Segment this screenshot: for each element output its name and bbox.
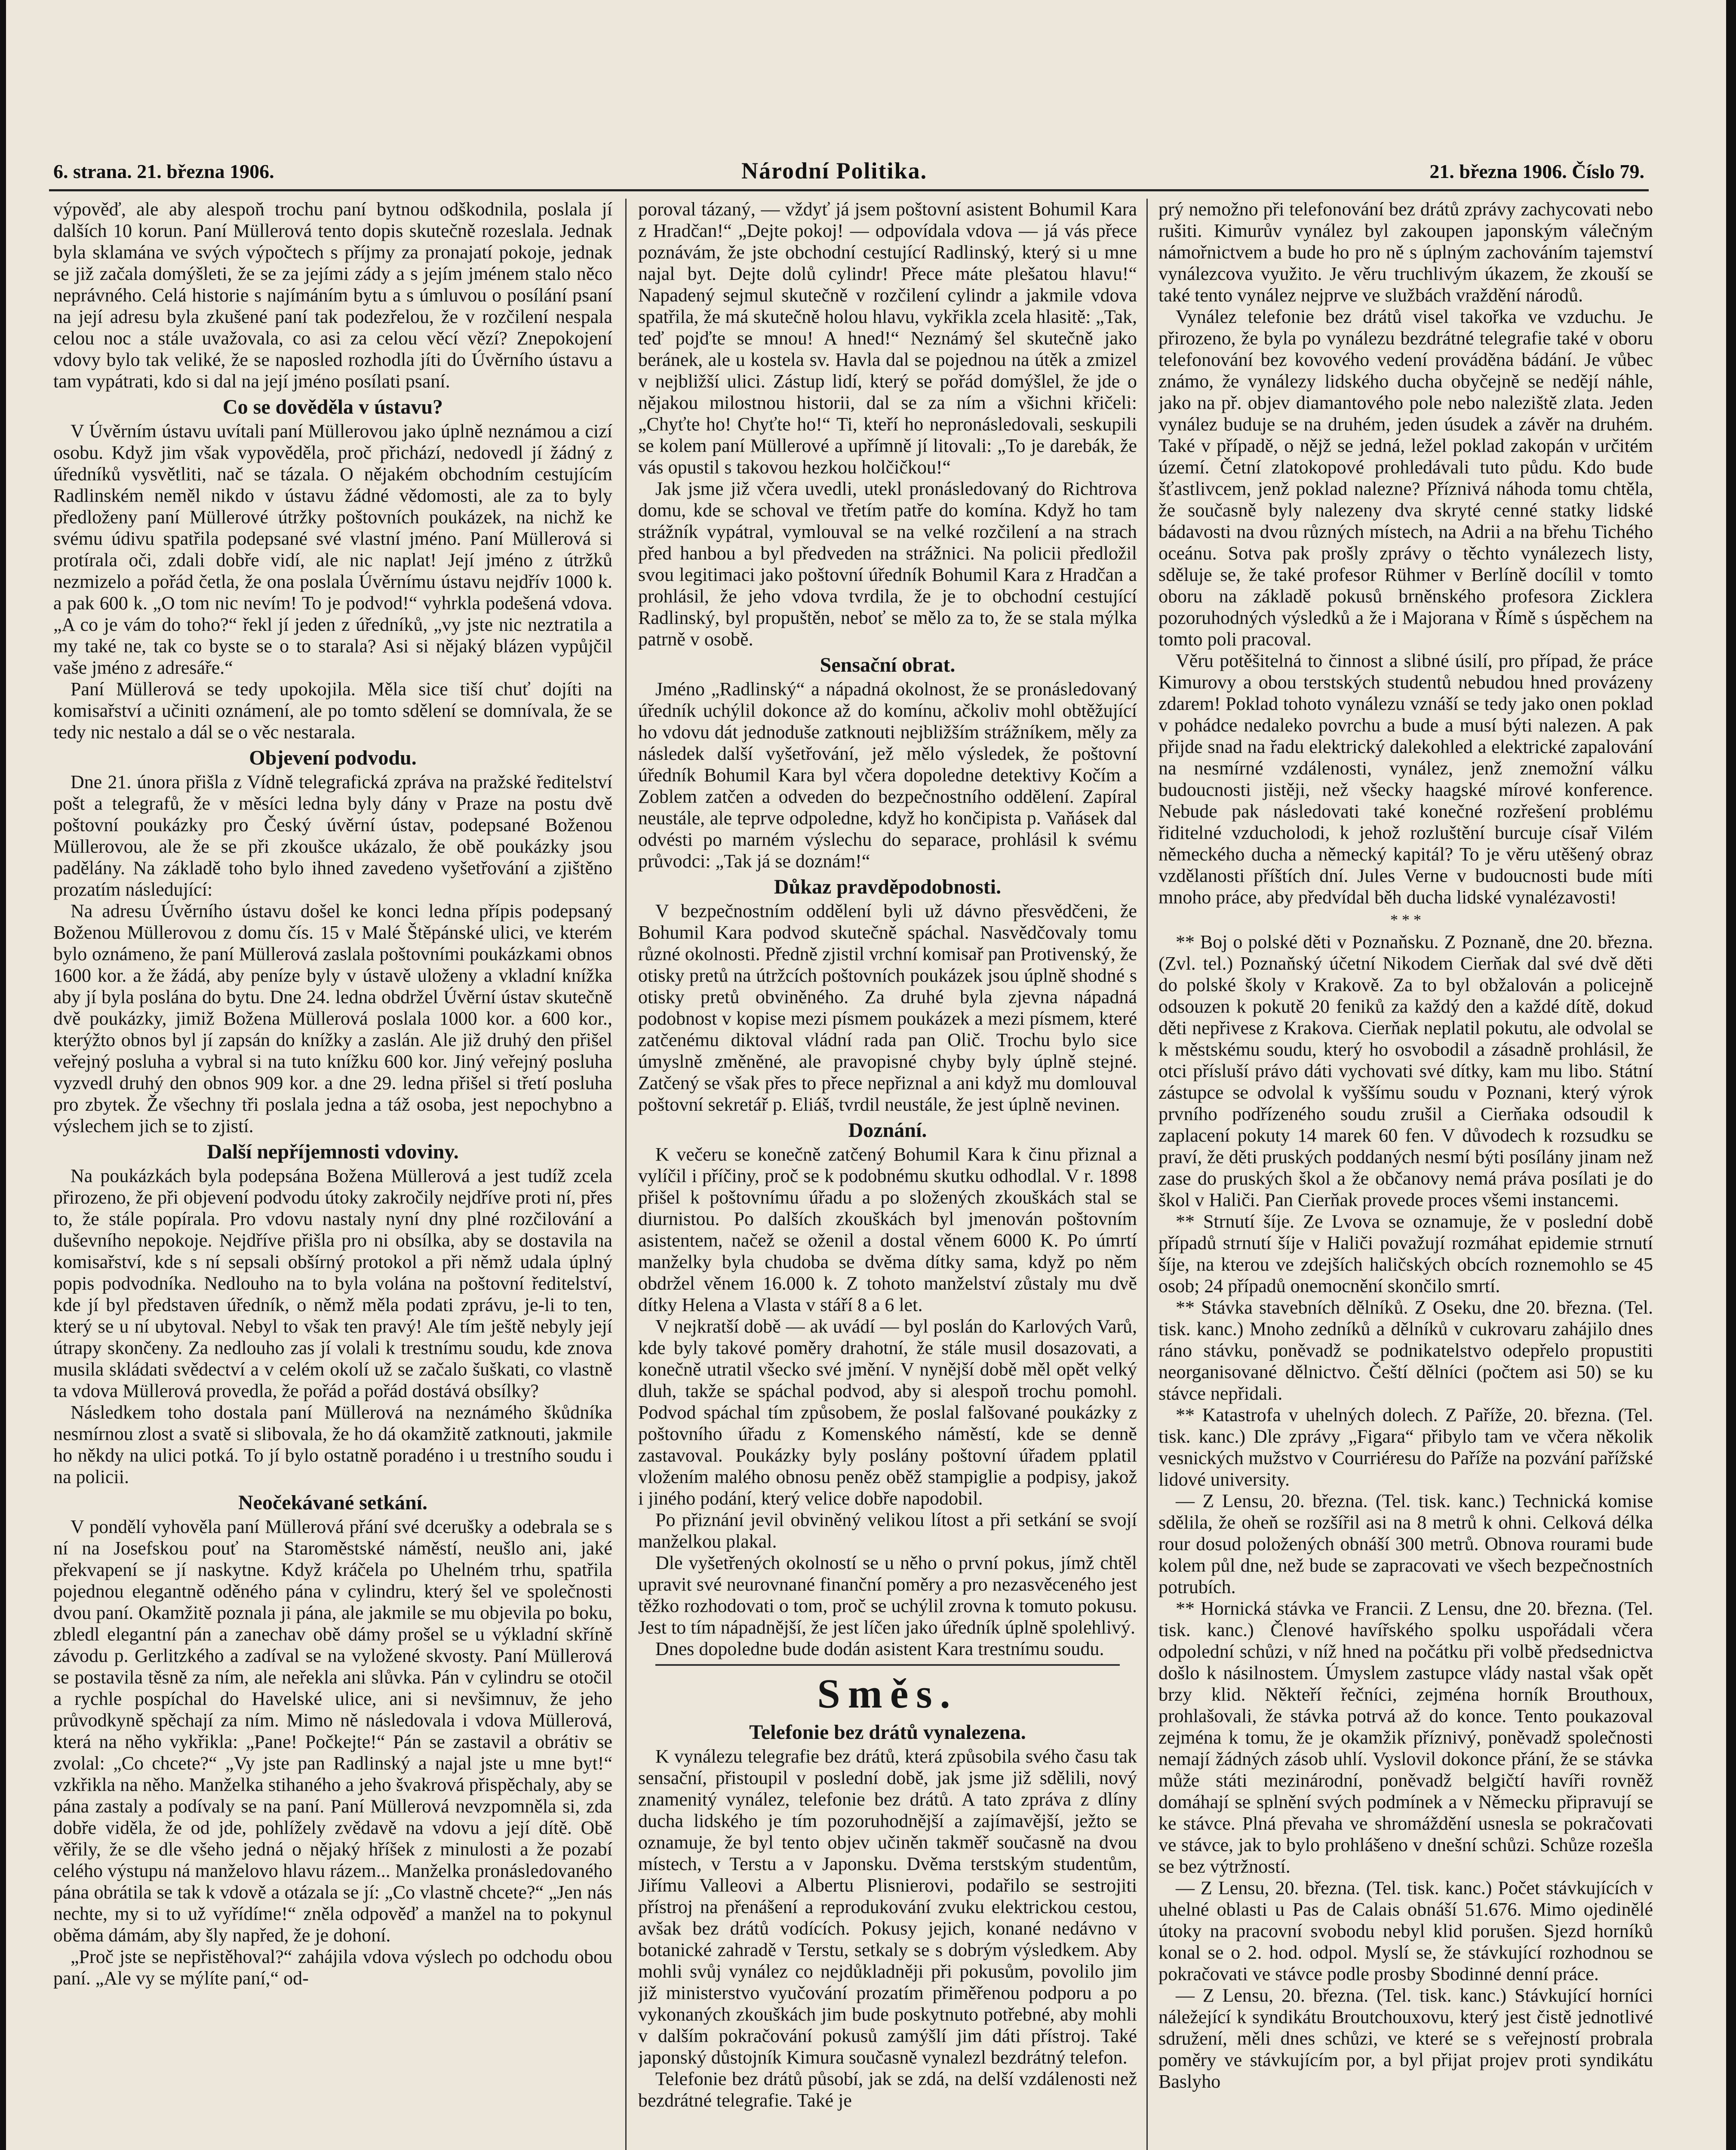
column-divider [1146,199,1148,2150]
news-item: — Z Lensu, 20. března. (Tel. tisk. kanc.) Stávkující horníci náležející k syndikátu Broutchouxovu, který jest čistě jednotlivé sdružení, měli dnes schůzi, ve které se s veřejností probrala poměry ve stávkujícím por, a byl přijat projev proti syndikátu Baslyho [1158,1985,1653,2092]
section-rule [655,1664,1120,1666]
paragraph: Následkem toho dostala paní Müllerová na neznámého škůdníka nesmírnou zlost a svatě si slibovala, že ho dá okamžitě zatknouti, jakmile ho někdy na ulici potká. To jí bylo ostatně poradéno i u trestního soudu i na policii. [53,1402,612,1487]
news-item: — Z Lensu, 20. března. (Tel. tisk. kanc.) Počet stávkujících v uhelné oblasti u Pas de Calais obnáší 51.676. Mimo ojedinělé útoky na pracovní svobodu nebyl klid porušen. Sjezd horníků konal se o 2. hod. odpol. Myslí se, že stávkující rozhodnou se pokračovati ve stávce podle prosby Sbodinné denní práce. [1158,1877,1653,1984]
header-page-date: 6. strana. 21. března 1906. [53,160,274,182]
masthead-title: Národní Politika. [741,158,928,184]
section-heading: Co se dověděla v ústavu? [222,396,443,418]
paragraph: Jak jsme již včera uvedli, utekl pronásledovaný do Richtrova domu, kde se schoval ve třetím patře do komína. Když ho tam strážník vypátral, vymlouval se na velké rozčilení a na strach před hanbou a byl předveden na strážnici. Na policii předložil svou legitimaci jako poštovní úředník Bohumil Kara z Hradčan a prohlásil, že jeho vdova tvrdila, že je to obchodní cestující Radlinský, byl propuštěn, neboť se mělo za to, že se stala mýlka patrně v osobě. [638,478,1137,650]
paragraph: Paní Müllerová se tedy upokojila. Měla sice tiší chuť dojíti na komisařství a učiniti oznámení, ale po tomto sdělení se domnívala, že se tedy nic nestalo a dál se o věc nestarala. [53,679,612,743]
paragraph: Vynález telefonie bez drátů visel takořka ve vzduchu. Je přirozeno, že byla po vynálezu bezdrátné telegrafie také v oboru telefonování bez kovového vedení prováděna bádání. Je vůbec známo, že vynálezy lidského ducha obyčejně se nedějí náhle, jako na př. objev diamantového pole nebo naleziště zlata. Jeden vynález buduje se na druhém, jeden úsudek a závěr na druhém. Také v případě, o nějž se jedná, ležel poklad zakopán v určitém území. Četní zlatokopové prohledávali tuto půdu. Kdo bude šťastlivcem, jenž poklad nalezne? Příznivá náhoda tomu chtěla, že současně byly nalezeny dva skryté cenné statky lidské bádavosti na dvou různých místech, na Adrii a na břehu Tichého oceánu. Sotva pak prošly zprávy o těchto vynálezech listy, sděluje se, že také profesor Rühmer v Berlíně docílil v tomto oboru na základě pokusů brněnského profesora Zicklera pozoruhodných výsledků a že i Majorana v Římě s úspěchem na tomto poli pracoval. [1158,306,1653,650]
paragraph: poroval tázaný, — vždyť já jsem poštovní asistent Bohumil Kara z Hradčan!“ „Dejte pokoj! — odpovídala vdova — já vás přece poznávám, že jste obchodní cestující Radlinský, který si u mne najal byt. Dejte dolů cylindr! Přece máte plešatou hlavu!“ Napadený sejmul skutečně v rozčilení cylindr a jakmile vdova spatřila, že má skutečně holou hlavu, vykřikla zcela hlasitě: „Tak, teď pojďte se mnou! A hned!“ Neznámý šel skutečně jako beránek, ale u kostela sv. Havla dal se pojednou na útěk a zmizel v nejbližší ulici. Zástup lidí, který se pořád domýšlel, že jde o nějakou milostnou historii, dal se za ním a všichni křičeli: „Chyťte ho! Chyťte ho!“ Ti, kteří ho nepronásledovali, seskupili se kolem paní Müllerové a upřímně jí litovali: „To je darebák, že vás opustil s takovou hezkou holčičkou!“ [638,199,1137,478]
newspaper-page [6,0,1726,2150]
paragraph: „Proč jste se nepřistěhoval?“ zahájila vdova výslech po odchodu obou paní. „Ale vy se mýlíte paní,“ od- [53,1946,612,1989]
paragraph: Na adresu Úvěrního ústavu došel ke konci ledna přípis podepsaný Boženou Müllerovou z domu čís. 15 v Malé Štěpánské ulici, ve kterém bylo oznámeno, že paní Müllerová zaslala poštovními poukázkami obnos 1600 kor. a že žádá, aby peníze byly v ústavě uloženy a vkladní knížka aby jí byla poslána do bytu. Dne 24. ledna obdržel Úvěrní ústav skutečně dvě poukázky, jimiž Božena Müllerová poslala 1000 kor. a 600 kor., kterýžto obnos byl jí zapsán do knížky a zaslán. Ale již druhý den přišel veřejný posluha a vybral si na tuto knížku 600 kor. Jiný veřejný posluha vyzvedl druhý den obnos 909 kor. a dne 29. ledna přišel si třetí posluha pro zbytek. Že všechny tři poslala jedna a táž osoba, jest nepochybno a výslechem jich se to zjistí. [53,900,612,1136]
news-item: — Z Lensu, 20. března. (Tel. tisk. kanc.) Technická komise sdělila, že oheň se rozšířil asi na 8 metrů k ohni. Celková délka rour dosud položených obnáší 300 metrů. Obnova rourami bude kolem půl dne, než bude se zapracovati ve všech bezpečnostních potrubích. [1158,1490,1653,1597]
paragraph: Dne 21. února přišla z Vídně telegrafická zpráva na pražské ředitelství pošt a telegrafů, že v měsíci ledna byly dány v Praze na postu dvě poštovní poukázky pro Český úvěrní ústav, podepsané Boženou Müllerovou, ale že se při zkoušce ukázalo, že obě poukázky jsou padělány. Na základě toho bylo ihned zavedeno vyšetřování a zjištěno prozatím následující: [53,771,612,900]
paragraph: Věru potěšitelná to činnost a slibné úsilí, pro případ, že práce Kimurovy a obou terstských studentů nebudou hned provázeny zdarem! Poklad tohoto vynálezu vznáší se tedy jako onen poklad v pohádce nedaleko povrchu a bude a musí býti nalezen. A pak přijde snad na řadu elektrický dalekohled a elektrické zapalování na nesmírné vzdálenosti, vynález, jenž znemožní válku budoucnosti jistěji, než všecky haagské mírové konference. Nebude pak následovati také konečné rozřešení problému řiditelné vzducholodi, k jehož rozluštění burcuje císař Vilém německého ducha a německý kapitál? To je věru utěšený obraz vzdělanosti příštích dní. Jules Verne v budoucnosti bude míti mnoho práce, aby předvídal běh ducha lidské vynalézavosti! [1158,650,1653,908]
news-item: ** Hornická stávka ve Francii. Z Lensu, dne 20. března. (Tel. tisk. kanc.) Členové havířského spolku uspořádali včera odpolední schůzi, v níž hned na počátku při volbě předsednictva došlo k násilnostem. Úmyslem zastupce vlády nastal však opět brzy klid. Někteří řečníci, zejména horník Brouthoux, prohlašovali, že stávka potrvá až do konce. Tento poukazoval zejména k tomu, že je okamžik příznivý, poněvadž společnosti nemají žádných zásob uhlí. Vyslovil dokonce přání, že se stávka může státi mezinárodní, poněvadž belgičtí havíři rovněž domáhají se splnění svých podmínek a v Německu připravují se ke stávce. Plná převaha ve shromáždění usnesla se pokračovati ve stávce, jak to bylo prohlášeno v dnešní schůzi. Schůze rozešla se bez výtržností. [1158,1598,1653,1877]
header-date-issue: 21. března 1906. Číslo 79. [1429,160,1644,182]
column-2 [638,199,1137,2150]
paragraph: V bezpečnostním oddělení byli už dávno přesvědčeni, že Bohumil Kara podvod skutečně spáchal. Nasvědčovaly tomu různé okolnosti. Předně zjistil vrchní komisař pan Protivenský, že otisky pretů na útržcích poštovních poukázek jsou úplně shodné s otisky pretů obviněného. Za druhé byla zjevna nápadná podobnost v kopise mezi písmem poukázek a mezi písmem, které zatčenému diktoval vládní rada pan Olič. Trochu bylo sice úmyslně změněné, ale pravopisné chyby byly úplně stejné. Zatčený se však přes to přece nepřiznal a ani když mu domlouval poštovní sekretář p. Eliáš, tvrdil neustále, že jest úplně nevinen. [638,900,1137,1115]
paragraph: Na poukázkách byla podepsána Božena Müllerová a jest tudíž zcela přirozeno, že při objevení podvodu útoky zakročily nejdříve proti ní, přes to, že stále popírala. Pro vdovu nastaly nyní dny plné rozčilování a duševního nepokoje. Nejdříve přišla pro ni obsílka, aby se dostavila na komisařství, kde s ní sepsali obšírný protokol a při němž udala úplný popis podvodníka. Nedlouho na to byla volána na poštovní ředitelství, kde jí byl představen úředník, o němž měla podati zprávu, je-li to ten, který se u ní ubytoval. Nebyl to však ten pravý! Ale tím ještě nebyly její útrapy skončeny. Za nedlouho zas jí volali k trestnímu soudu, kde znova musila skládati svědectví a v celém okolí už se začalo šuškati, co vlastně ta vdova Müllerová provedla, že pořád a pořád dostává obsílky? [53,1165,612,1401]
section-separator-stars: * * * [1390,911,1421,928]
paragraph: V nejkratší době — ak uvádí — byl poslán do Karlových Varů, kde byly takové poměry drahotní, že stále musil dosazovati, a konečně utratil všecko své jmění. V nynější době měl opět velký dluh, takže se spáchal podvod, aby si alespoň trochu pomohl. Podvod spáchal tím způsobem, že poslal falšované poukázky z poštovního úřadu z Komenského náměstí, kde se denně zastavoval. Poukázky byly poslány poštovní úřadem pplatil vložením malého obnosu peněz oběž stampiglie a podpisy, jakož i jiného podání, který velice dobře napodobil. [638,1316,1137,1509]
paragraph: Jméno „Radlinský“ a nápadná okolnost, že se pronásledovaný úředník uchýlil dokonce až do komínu, ačkoliv mohl obtěžující ho vdovu dát jednoduše zatknouti nejbližším strážníkem, měly za následek další vyšetřování, jež mělo výsledek, že poštovní úředník Bohumil Kara byl včera dopoledne detektivy Kočím a Zoblem zatčen a odveden do bezpečnostního oddělení. Zapíral neustále, ale teprve odpoledne, když ho končipista p. Vaňásek dal odvésti po marném výslechu do separace, prohlásil k svému průvodci: „Tak já se doznám!“ [638,679,1137,872]
news-item: ** Strnutí šíje. Ze Lvova se oznamuje, že v poslední době případů strnutí šíje v Haliči považují rozmáhat epidemie strnutí šíje, na kterou ve zdejších haličských obcích roznemohlo se 45 osob; 24 případů onemocnění skončilo smrtí. [1158,1211,1653,1296]
paragraph: Dnes dopoledne bude dodán asistent Kara trestnímu soudu. [655,1638,1104,1659]
section-heading: Objevení podvodu. [249,746,417,769]
paragraph: V Úvěrním ústavu uvítali paní Müllerovou jako úplně neznámou a cizí osobu. Když jim však vypověděla, proč přichází, nedovedl jí žádný z úředníků vysvětliti, nač se tázala. O nějakém obchodním cestujícím Radlinském neměl nikdo v ústavu žádné vědomosti, ale za to byly předloženy paní Müllerové útržky poštovních poukázek, na nichž ke svému údivu spatřila podepsané své vlastní jméno. Paní Müllerová si protírala oči, zdali dobře vidí, ale nic naplat! Její jméno z útržků nezmizelo a pořád četla, že ona poslala Úvěrnímu ústavu nejdřív 1000 k. a pak 600 k. „O tom nic nevím! To je podvod!“ vyhrkla podešená vdova. „A co je vám do toho?“ řekl jí jeden z úředníků, „vy jste nic neztratila a my také ne, tak co byste se o to starala? Asi si nějaký blázen vypůjčil vaše jméno z adresáře.“ [53,421,612,678]
column-divider [625,199,627,2150]
news-item: ** Stávka stavebních dělníků. Z Oseku, dne 20. března. (Tel. tisk. kanc.) Mnoho zedníků a dělníků v cukrovaru zahájilo dnes ráno stávku, poněvadž se podnikatelstvo odepřelo propustiti neorganisované dělnictvo. Čeští dělníci (počtem asi 50) se ku stávce nepřidali. [1158,1297,1653,1404]
header-rule [49,189,1649,191]
news-item: ** Boj o polské děti v Poznaňsku. Z Poznaně, dne 20. března. (Zvl. tel.) Poznaňský účetní Nikodem Cierňak dal své dvě děti do polské školy v Krakově. Za to byl obžalován a policejně odsouzen k pokutě 20 feniků za každý den a každé dítě, dokud děti nepřivese z Krakova. Cierňak neplatil pokutu, ale odvolal se k městskému soudu, který ho osvobodil a zásadně prohlásil, že otci přísluší právo dáti vychovati své dítky, kam mu libo. Státní zástupce se odvolal k vyššímu soudu v Poznani, který výrok prvního podřízeného soudu zrušil a Cierňaka odsoudil k zaplacení pokuty 14 marek 60 fen. V důvodech k rozsudku se praví, že děti pruských poddaných nesmí býti posílány jinam než zase do pruských škol a že občanovy nemá práva posílati je do škol v Haliči. Pan Cierňak provede proces všemi instancemi. [1158,931,1653,1210]
paragraph: K vynálezu telegrafie bez drátů, která způsobila svého času tak sensační, přistoupil v poslední době, jak jsme již sdělili, nový znamenitý vynález, telefonie bez drátů. A tato zpráva z dlíny ducha lidského je tím pozoruhodnější a zajímavější, ježto se oznamuje, že byl tento objev učiněn takměř současně na dvou místech, v Terstu a v Japonsku. Dvěma terstským studentům, Jiřímu Valleovi a Albertu Plisnierovi, podařilo se sestrojiti přístroj na přenášení a reprodukování zvuku elektrickou cestou, avšak bez drátů vodících. Pokusy jejich, konané nedávno v botanické zahradě v Terstu, setkaly se s dobrým výsledkem. Aby mohli svůj vynález co nejdůkladněji při pokusům, povolilo jim již ministerstvo vyučování prozatím přiměřenou podporu a po vykonaných zkouškách jim bude poskytnuto potřebné, aby mohli v dalším pokračování pokusů zamýšlí jim dáti přístroj. Také japonský důstojník Kimura současně vynalezl bezdrátný telefon. [638,1746,1137,2068]
paragraph: prý nemožno při telefonování bez drátů zprávy zachycovati nebo rušiti. Kimurův vynález byl zakoupen japonským válečným námořnictvem a bude ho pro ně s úplným zachováním tajemství vynálezcova využito. Je věru truchlivým úkazem, že zkouší se také tento vynález nejprve ve službách vraždění národů. [1158,199,1653,306]
paragraph: V pondělí vyhověla paní Müllerová přání své dcerušky a odebrala se s ní na Josefskou pouť na Staroměstské náměstí, neušlo ani, jaké překvapení se jí naskytne. Když kráčela po Uhelném trhu, spatřila pojednou elegantně oděného pána v cylindru, který šel ve společnosti dvou paní. Okamžitě poznala ji pána, ale jakmile se mu objevila po boku, zbledl elegantní pán a zanechav obě dámy prošel se u výkladní skříně závodu p. Gerlitzkého a zadíval se na vyložené skvosty. Paní Müllerová se postavila těsně za ním, ale neřekla ani slůvka. Pán v cylindru se otočil a rychle pospíchal do Havelské ulice, ani si nevšimnuv, že jeho průvodkyně spěchají za ním. Mimo ně následovala i vdova Müllerová, která na něho vykřikla: „Pane! Počkejte!“ Pán se zastavil a obrátiv se zvolal: „Co chcete?“ „Vy jste pan Radlinský a najal jste u mne byt!“ vzkřikla na něho. Manželka stihaného a jeho švakrová přispěchaly, aby se pána zastaly a podívaly se na paní. Paní Müllerová nevzpomněla si, zda dobře viděla, že od jde, pohlížely zvědavě na vdovu a její dítě. Obě věřily, že se dle všeho jedná o nějaký hříšek z minulosti a že pozabí celého výstupu ná manželovo hlavu rázem... Manželka pronásledovaného pána obrátila se tak k vdově a otázala se jí: „Co vlastně chcete?“ „Jen nás nechte, my si to už vyřídíme!“ zněla odpověď a manžel na to pokynul oběma dámám, aby šly napřed, že je dohoní. [53,1516,612,1946]
section-heading: Telefonie bez drátů vynalezena. [749,1721,1026,1744]
section-heading: Důkaz pravděpodobnosti. [774,875,1002,898]
section-heading: Další nepříjemnosti vdoviny. [207,1140,459,1163]
miscellany-heading: Směs. [817,1671,958,1717]
paragraph: Dle vyšetřených okolností se u něho o první pokus, jímž chtěl upravit své neurovnané finanční poměry a pro nezasvěceného jest těžko rozhodovati o tom, proč se uchýlil zrovna k tomuto pokusu. Jest to tím nápadnější, že jest líčen jako úředník úplně spolehlivý. [638,1552,1137,1638]
section-heading: Neočekávané setkání. [238,1491,427,1514]
column-3 [1158,199,1653,2150]
column-1 [53,199,612,2150]
page-header [53,160,1644,186]
section-heading: Doznání. [848,1119,927,1142]
paragraph: K večeru se konečně zatčený Bohumil Kara k činu přiznal a vylíčil i příčiny, proč se k podobnému skutku odhodlal. V r. 1898 přišel k poštovnímu úřadu a po složených zkouškách stal se diurnistou. Po dalších zkouškách byl jmenován poštovním asistentem, načež se oženil a dostal věnem 6000 K. Po úmrtí manželky byla chudoba se dvěma dítky sama, když po něm obdržel věnem 16.000 k. Z tohoto manželství zůstaly mu dvě dítky Helena a Vlasta v stáří 8 a 6 let. [638,1144,1137,1315]
section-heading: Sensační obrat. [820,654,956,676]
paragraph: výpověď, ale aby alespoň trochu paní bytnou odškodnila, poslala jí dalších 10 korun. Paní Müllerová tento dopis skutečně rozeslala. Jednak byla sklamána ve svých výpočtech s příjmy za pronajatí pokoje, jednak se již začala domýšleti, že se za jejími zády a s jejím jménem stalo něco neprávného. Celá historie s najímáním bytu a s úmluvou o posílání psaní na její adresu byla zkušené paní tak podezřelou, že v rozčilení nespala celou noc a stále uvažovala, co asi za celou věcí vězí? Znepokojení vdovy bylo tak veliké, že se naposled rozhodla jíti do Úvěrního ústavu a tam vypátrati, kdo si dal na její jméno posílati psaní. [53,199,612,392]
paragraph: Po přiznání jevil obviněný velikou lítost a při setkání se svojí manželkou plakal. [638,1509,1137,1552]
news-item: ** Katastrofa v uhelných dolech. Z Paříže, 20. března. (Tel. tisk. kanc.) Dle zprávy „Figara“ přibylo tam ve včera několik vesnických mužstvo v Courriéresu do Paříže na pozvání pařížské lidové university. [1158,1404,1653,1490]
paragraph: Telefonie bez drátů působí, jak se zdá, na delší vzdálenosti než bezdrátné telegrafie. Také je [638,2068,1137,2111]
